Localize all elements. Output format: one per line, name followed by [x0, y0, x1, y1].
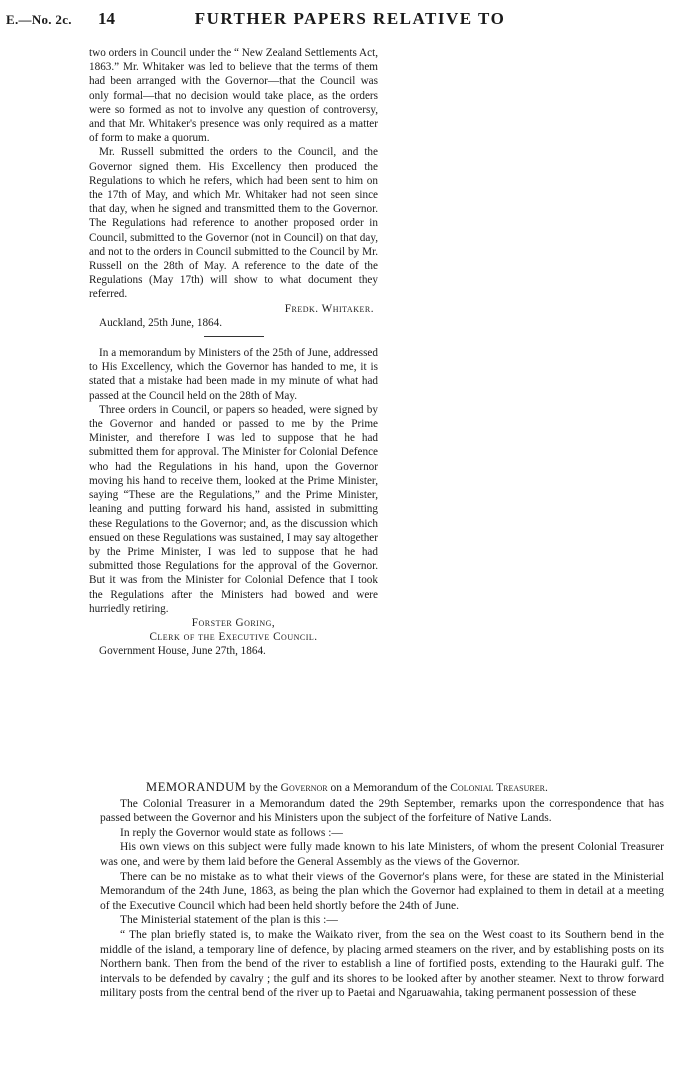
column-paragraph-1: two orders in Council under the “ New Zealand Settlements Act, 1863.” Mr. Whitaker was led to believe that the terms of them had been arranged with the Governor—that the Council was only formal—that no decision would take place, as the orders were so formed as not to involve any question of controversy, and that Mr. Whitaker's presence was only required as a matter of form to make a quorum. [89, 47, 378, 145]
memo-paragraph-2: In reply the Governor would state as follows :— [120, 826, 343, 839]
running-title: FURTHER PAPERS RELATIVE TO [194, 9, 506, 28]
memo-paragraph-5: The Ministerial statement of the plan is this :— [120, 914, 338, 927]
page-number: 14 [98, 9, 115, 28]
memo-paragraph-4: There can be no mistake as to what their views of the Governor's plans were, for these are stated in the Ministerial Memorandum of the 24th June, 1863, as being the plan which the Governor had explained to them in detail at a meeting of the Executive Council which had been held shortly before the 24th of June. [100, 870, 664, 912]
left-column [89, 46, 378, 659]
memorandum-heading: MEMORANDUM by the Governor on a Memorandum of the Colonial Treasurer. [146, 780, 548, 794]
signature-goring: Forster Goring, [191, 616, 276, 629]
paper-reference: E.—No. 2c. [6, 12, 72, 27]
place-date-2: Government House, June 27th, 1864. [99, 645, 266, 658]
page-header [0, 8, 700, 32]
memo-paragraph-6: “ The plan briefly stated is, to make the Waikato river, from the sea on the West coast to its Southern bend in the middle of the island, a temporary line of defence, by placing armed steamers on the river, and by establishing posts on its Northern bank. Then from the bend of the river to establish a line of fortified posts, extending to the Hauraki gulf. The intervals to be defended by cavalry ; the gulf and its shores to be looked after by another steamer. Next to throw forward military posts from the central bend of the river up to Paetai and Ngaruawahia, taking permanent possession of these [100, 928, 664, 1000]
column-paragraph-2: Mr. Russell submitted the orders to the Council, and the Governor signed them. His Excellency then produced the Regulations to which he refers, which had been sent to him on the 17th of May, and which Mr. Whitaker had not seen since that day, when he signed and transmitted them to the Governor. The Regulations had reference to another proposed order in Council, submitted to the Governor (not in Council) on that day, and not to the orders in Council submitted to the Council by Mr. Russell on the 28th of May. A reference to the date of the Regulations (May 17th) will show to what document they referred. [89, 146, 378, 301]
signature-whitaker: Fredk. Whitaker. [284, 302, 374, 315]
memorandum-section [100, 780, 664, 1001]
place-date-1: Auckland, 25th June, 1864. [99, 316, 223, 329]
signature-goring-title: Clerk of the Executive Council. [149, 631, 318, 644]
column-paragraph-3: In a memorandum by Ministers of the 25th of June, addressed to His Excellency, which the Governor has handed to me, it is stated that a mistake had been made in my minute of what had passed at the Council held on the 28th of May. [89, 347, 378, 402]
section-divider [204, 336, 264, 337]
memo-paragraph-3: His own views on this subject were fully made known to his late Ministers, of whom the present Colonial Treasurer was one, and were by them laid before the General Assembly as the views of the Governor. [100, 841, 664, 868]
memo-paragraph-1: The Colonial Treasurer in a Memorandum dated the 29th September, remarks upon the correspondence that has passed between the Governor and his Ministers upon the subject of the forfeiture of Native Lands. [100, 797, 664, 825]
column-paragraph-4: Three orders in Council, or papers so headed, were signed by the Governor and handed or passed to me by the Prime Minister, and therefore I was led to suppose that he had submitted them for approval. The Minister for Colonial Defence who had the Regulations in his hand, upon the Governor moving his hand to receive them, looked at the Prime Minister, saying “These are the Regulations,” and the Prime Minister, leaning and putting forward his hand, assisted in submitting these Regulations to the Governor; and, as the discussion which ensued on these Regulations was sustained, I may say altogether by the Prime Minister, I was led to suppose that he had submitted those Regulations for the approval of the Governor. But it was from the Minister for Colonial Defence that I took the Regulations after the Ministers had bowed and were hurriedly retiring. [89, 403, 378, 615]
